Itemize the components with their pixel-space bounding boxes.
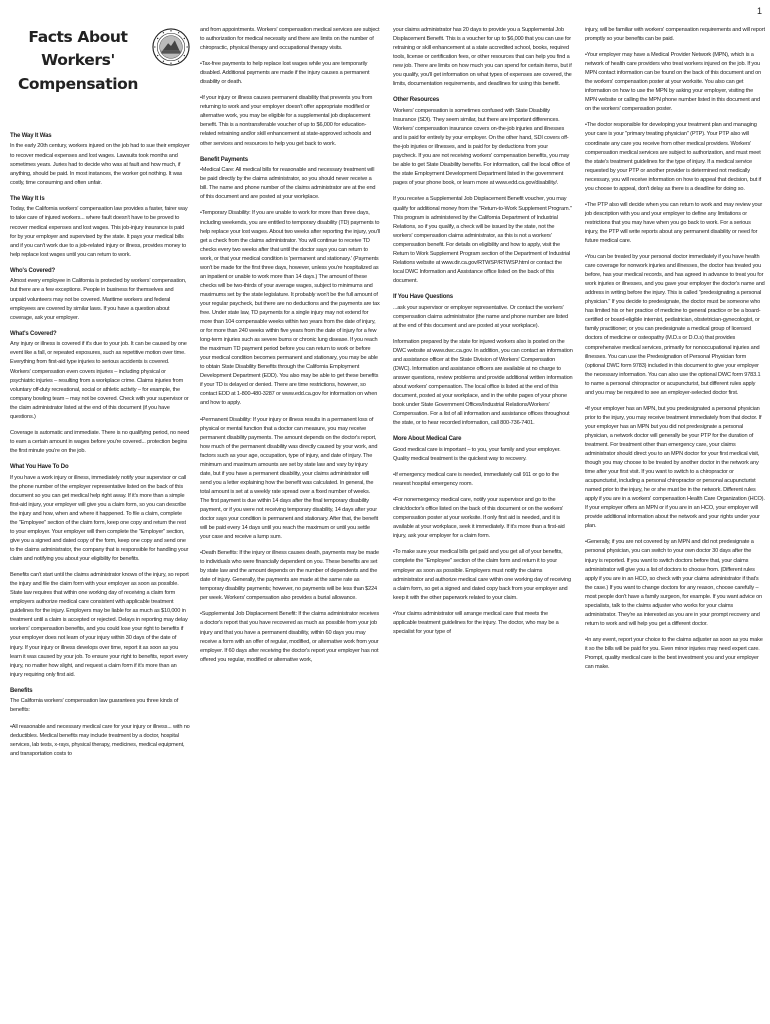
paragraph: Benefits can't start until the claims administrator knows of the injury, so report the injury and file the claim form with your employer as soon as possible. State law requires that within one working day of receiving a claim form employers authorize medical care consistent with applicable treatment guidelines for the injury. Employers may be liable for as much as $10,000 in treatment until a claim is accepted or rejected. Delays in reporting may delay workers' compensation benefits, and you could lose your right to benefits if your employer does not learn of your injury within 30 days of the date of injury. If your injury or illness develops over time, report it as soon as you learn it was caused by your job. To ensure your right to benefits, report every injury, no matter how slight, and request a claim form if it's more than an injury requiring only first aid. — [10, 572, 189, 678]
section-heading: What You Have To Do — [10, 463, 69, 470]
paragraph: •Your employer may have a Medical Provider Network (MPN), which is a network of health care providers who treat workers injured on the job. If you MPN contact information can be found on the back of this document and on the workers' compensation poster at your worksite. You also can get information on how to use the MPN by asking your employer, visiting the MPN website or calling the MPN phone number listed in this document and on the workers' compensation poster. — [585, 52, 762, 113]
paragraph: •If your injury or illness causes permanent disability that prevents you from returning to work and your employer doesn't offer appropriate modified or alternative work, you may be eligible for a supplemental job displacement benefit. This is a nontransferable voucher of up to $6,000 for education-related retraining and/or skill enhancement at state-approved schools and other services and resources to help you get back to work. — [200, 95, 373, 147]
paragraph: •If emergency medical care is needed, immediately call 911 or go to the nearest hospital emergency room. — [393, 472, 559, 488]
section-heading: If You Have Questions — [393, 293, 453, 300]
paragraph: •In any event, report your choice to the claims adjuster as soon as you make it so the bills will be paid for you. Even minor injuries may need expert care. Prompt, quality medical care is the best investment you and your employer can make. — [585, 636, 763, 671]
paragraph: •If your employer has an MPN, but you predesignated a personal physician prior to the injury, you may receive treatment immediately from that doctor. If your employer has an MPN but you did not predesignate a personal physician, a network doctor will generally be your PTP for the duration of treatment. For treatment other than emergency care, your claims administrator should direct you to an MPN doctor for your first medical visit, though you may choose to be treated by another doctor in the network any time after your first visit. If you want to switch to a chiropractor or acupuncturist, including a personal chiropractor or personal acupuncturist named prior to the injury, he or she must be in the network. Different rules apply if you are in a workers' compensation Health Care Organization (HCO). If your employer offers an MPN or if you are in an HCO, your employer will provide additional information about the network and your rights under your plan. — [585, 405, 765, 530]
paragraph: •You can be treated by your personal doctor immediately if you have health care coverage for nonwork injuries and illnesses, the doctor has treated you before, has your medical records, and has agreed in advance to treat you for work injuries or illnesses, and you gave your employer the doctor's name and address in writing before the injury. This is called "predesignating a personal physician." If you decide to predesignate, the doctor must be someone who has limited his or her practice of medicine to general practice or be a board-certified or board-eligible internist, pediatrician, obstetrician-gynecologist, or family practitioner; or you can predesignate a medical group of licensed doctors of medicine or osteopathy (M.D.s or D.O.s) that provides comprehensive medical services, primarily for nonoccupational injuries and illnesses. You can use the Predesignation of Personal Physician form (optional DWC form 9783) included in this document to give your employer the necessary information. You can also use the optional DWC form 9783.1 to name a personal chiropractor or acupuncturist, but different rules apply and you may be required to see an employer-selected doctor first. — [585, 254, 765, 396]
paragraph: If you have a work injury or illness, immediately notify your supervisor or call the phone number of the employer representative listed on the back of this document so you can get medical help right away. If it's more than a simple first-aid injury, your employer will give you a claim form, so you can describe the injury and how, when and where it happened. To file a claim, complete the "Employee" section of the claim form, keep one copy and return the rest to your employer. Your employer will then complete the "Employer" section, give you a signed and dated copy of the form, keep one copy and send one to the claims administrator, the company that is responsible for handling your claim and notifying you about your eligibility for benefits. — [10, 474, 189, 563]
paragraph: •Temporary Disability: If you are unable to work for more than three days, including weekends, you are entitled to temporary disability (TD) payments to help replace your lost wages. About two weeks after reporting the injury, you'll get a check from the claims administrator. You will continue to receive TD checks every two weeks after that until the doctor says you can return to work, or that your medical condition is 'permanent and stationary.' (Payments won't be made for the first three days, however, unless you're hospitalized as an inpatient or unable to work more than 14 days.) The amount of these checks will be two-thirds of your average wages, subject to minimums and maximums set by the state legislature. It probably won't be the full amount of your regular paycheck, but there are no deductions and the payments are tax free. Under state law, TD payments for a single injury may not extend for more than 104 compensable weeks within two years from the date of injury, or for more than 240 weeks within five years from the date of injury for a few long-term injuries such as severe burns or chronic lung disease. If you reach the maximum TD payment period before you can return to work or before your medical condition becomes permanent and stationary, you may be able to obtain State Disability Benefits through the California Employment Development Department (EDD). You also may be able to get these benefits if your TD is delayed or denied. There are time restrictions, however, so contact EDD at 1-800-480-3287 or www.edd.ca.gov for information on when and how to apply. — [200, 210, 380, 407]
section-heading: What's Covered? — [10, 330, 57, 337]
paragraph: and from appointments. Workers' compensation medical services are subject to authorization for medical necessity and there are limits on the number of chiropractic, physical therapy and occupational therapy visits. — [200, 27, 380, 52]
section-heading: More About Medical Care — [393, 436, 462, 443]
paragraph: Good medical care is important – to you, your family and your employer. Quality medical treatment is the quickest way to recovery. — [393, 446, 561, 463]
paragraph: your claims administrator has 20 days to provide you a Supplemental Job Displacement Benefit. This is a voucher for up to $6,000 that you can use for retraining or skill enhancement at a state accredited school, books, required tools, license or certification fees, or other resources that can help you find a new job. There are limits on how much you can spend for certain items, but if you qualify, you'll get information on what types of expenses are covered, the limits, documentation requirements, and deadlines for using this benefit. — [393, 27, 572, 88]
paragraph: •The doctor responsible for developing your treatment plan and managing your care is your "primary treating physician" (PTP). Your PTP also will coordinate any care you receive from other medical providers. Workers' compensation medical services are subject to authorization, and must meet the state's treatment guidelines for the type of injury. If a medical service requested by your PTP or another provider is determined not medically necessary, you will receive information on how to appeal that decision, but if you choose to appeal, don't delay as there is a deadline for doing so. — [585, 122, 761, 192]
paragraph: Information prepared by the state for injured workers also is posted on the DWC website at www.dwc.ca.gov. In addition, you can contact an information and assistance officer at the State Division of Workers' Compensation (DWC). Information and assistance officers are available at no charge to answer questions, review problems and provide additional written information about workers' compensation. The local office is listed at the end of this document, posted at your workplace, and in the white pages of your phone book under State Government Offices/Industrial Relations/Workers' Compensation. For a list of all information and assistance offices throughout the state, or to hear recorded information, call 800-736-7401. — [393, 338, 573, 427]
title-line-2: Compensation — [17, 74, 139, 93]
column-1-body — [10, 132, 190, 759]
state-seal-icon — [152, 28, 190, 66]
paragraph: In the early 20th century, workers injured on the job had to sue their employer to recover medical expenses and lost wages. Lawsuits took months and sometimes years. Juries had to decide who was at fault and how much, if anything, should be paid. In most instances, the worker got nothing. It was costly, time consuming and often unfair. — [10, 143, 190, 186]
page-number: 1 — [756, 6, 762, 16]
column-1 — [10, 26, 190, 766]
title-line-1: Facts About Workers' — [28, 28, 128, 70]
paragraph: •To make sure your medical bills get paid and you get all of your benefits, complete the "Employee" section of the claim form and return it to your employer as soon as possible. Employers must notify the claims administrator and authorize medical care within one working day of receiving a claim form, so get a signed and dated copy back from your employer and keep it with the other paperwork related to your claim. — [393, 549, 571, 601]
section-heading: Who's Covered? — [10, 267, 55, 274]
paragraph: •The PTP also will decide when you can return to work and may review your job description with you and your employer to define any limitations or restrictions that you may have when you go back to work. For a serious injury, the PTP will write reports about any permanent disability or need for future medical care. — [585, 201, 763, 244]
paragraph: Today, the California workers' compensation law provides a faster, fairer way to take care of injured workers... where fault doesn't have to be proved to recover medical expenses and lost wages. This job-injury insurance is paid for by your employer and supervised by the state. It pays your medical bills and if you can't work due to a job-related injury or illness, provides money to help replace lost wages until you can return to work. — [10, 206, 188, 258]
paragraph: •Tax-free payments to help replace lost wages while you are temporarily disabled. Additional payments are made if the injury causes a permanent disability or death. — [200, 61, 370, 86]
paragraph: Coverage is automatic and immediate. There is no qualifying period, no need to earn a certain amount in wages before you're covered... protection begins the first minute you're on the job. — [10, 429, 190, 454]
section-heading: The Way It Was — [10, 132, 52, 139]
column-4 — [585, 26, 765, 679]
paragraph: If you receive a Supplemental Job Displacement Benefit voucher, you may qualify for additional money from the "Return-to-Work Supplement Program." This program is administered by the California Department of Industrial Relations, so if you qualify, a check will be issued by the state, not the workers' compensation claims administrator, as this is not a workers' compensation benefit. For details on eligibility and how to apply, visit the Return to Work Supplement Program section of the Department of Industrial Relations website at www.dir.ca.gov/RTWSP/RTWSP.html or contact the local DWC Information and Assistance office listed on the back of this document. — [393, 196, 572, 284]
section-heading: Benefits — [10, 687, 33, 694]
paragraph: •All reasonable and necessary medical care for your injury or illness... with no deductibles. Medical benefits may include treatment by a doctor, hospital services, lab tests, x-rays, physical therapy, medicines, medical equipment, and transportation costs to — [10, 723, 190, 757]
paragraph: ...ask your supervisor or employer representative. Or contact the workers' compensation claims administrator (the name and phone number are listed at the end of this document and are posted at your workplace). — [393, 304, 568, 329]
section-heading: Benefit Payments — [200, 156, 248, 163]
column-2 — [200, 26, 380, 672]
page-title — [10, 26, 146, 96]
section-heading: The Way It Is — [10, 195, 45, 202]
paragraph: •Supplemental Job Displacement Benefit: If the claims administrator receives a doctor's report that you have recovered as much as possible from your job injury and that you have a permanent disability, within 60 days you may receive a form with an offer of regular, modified, or alternative work from your employer. If 60 days after receiving the doctor's report your employer has not offered you regular, modified or alternative work, — [200, 611, 379, 663]
paragraph: injury, will be familiar with workers' compensation requirements and will report promptly so your benefits can be paid. — [585, 27, 765, 43]
paragraph: •Death Benefits: If the injury or illness causes death, payments may be made to individuals who were financially dependent on you. These benefits are set by state law and the amount depends on the number of dependents and the date of injury. Generally, the payments are made at the same rate as temporary disability payments; however, no payments will be less than $224 per week. Workers' compensation also provides a burial allowance. — [200, 550, 379, 602]
paragraph: •Medical Care: All medical bills for reasonable and necessary treatment will be paid directly by the claims administrator, so you should never receive a bill. The name and phone number of the claims administrator are at the end of this document and are posted at your workplace. — [200, 167, 376, 201]
paragraph: Almost every employee in California is protected by workers' compensation, but there are a few exceptions. People in business for themselves and unpaid volunteers may not be covered. Maritime workers and federal employees are covered by similar laws. If you have a question about coverage, ask your employer. — [10, 278, 187, 321]
paragraph: •Generally, if you are not covered by an MPN and did not predesignate a personal physician, you can switch to your own doctor 30 days after the injury is reported. If you want to switch doctors before that, your claims administrator will give you a list of doctors to choose from. (Different rules apply if you are in an HCO, so check with your claims administrator if that's the case.) If you want to change doctors for any reason, choose carefully – most people don't have a family surgeon, for example. If you want advice on specialists, talk to the claims adjuster who works for your claims administrator. They're as interested as you are in your prompt recovery and return to work and will help you get a different doctor. — [585, 539, 763, 627]
paragraph: The California workers' compensation law guarantees you three kinds of benefits: — [10, 698, 179, 714]
paragraph: Any injury or illness is covered if it's due to your job. It can be caused by one event like a fall, or repeated exposures, such as repetitive motion over time. Everything from first-aid type injuries to serious accidents is covered. Workers' compensation even covers injuries – including physical or psychiatric injuries – resulting from a workplace crime. Claims injuries from voluntary off-duty recreational, social or athletic activity – for example, the company bowling team – may not be covered. Check with your supervisor or the claim administrator listed at the end of this document (if you have questions.) — [10, 341, 189, 420]
paragraph: Workers' compensation is sometimes confused with State Disability Insurance (SDI). They seem similar, but there are important differences. Workers' compensation insurance covers on-the-job injuries and illnesses and is paid for entirely by your employer. On the other hand, SDI covers off-the-job injuries or illnesses, and is paid for by deductions from your paycheck. If you are not receiving workers' compensation benefits, you may be able to get State Disability benefits. For information, call the local office of the state Employment Development Department listed in the government pages of your phone book, or learn more at www.edd.ca.gov/disability/. — [393, 108, 570, 187]
title-block — [10, 26, 190, 96]
paragraph: •Your claims administrator will arrange medical care that meets the applicable treatment guidelines for the injury. The doctor, who may be a specialist for your type of — [393, 610, 559, 635]
column-3 — [393, 26, 573, 644]
paragraph: •Permanent Disability: If your injury or illness results in a permanent loss of physical or mental function that a doctor can measure, you may receive permanent disability payments. The amount depends on the doctor's report, how much of the permanent disability was directly caused by your work, and factors such as your age, occupation, type of injury, and date of injury. The minimum and maximum amounts are set by state law and vary by injury date, but if you have a permanent disability, your claims administrator will send you a letter explaining how the benefit was calculated. In general, the total amount is set at a weekly rate spread over a fixed number of weeks. The first payment is due within 14 days after the final temporary disability payment, or if you were not receiving temporary disability, 14 days after your doctor says your condition is permanent and stationary. After that, the benefit will be paid every 14 days until you reach the maximum or until you settle your case and receive a lump sum. — [200, 416, 379, 541]
section-heading: Other Resources — [393, 97, 440, 104]
paragraph: •For nonemergency medical care, notify your supervisor and go to the clinic/doctor's office listed on the back of this document or on the workers' compensation poster at your worksite. If only first aid is needed, and it is available at your workplace, seek it immediately. If it's more than a first-aid injury, ask your employer for a claim form. — [393, 497, 565, 540]
